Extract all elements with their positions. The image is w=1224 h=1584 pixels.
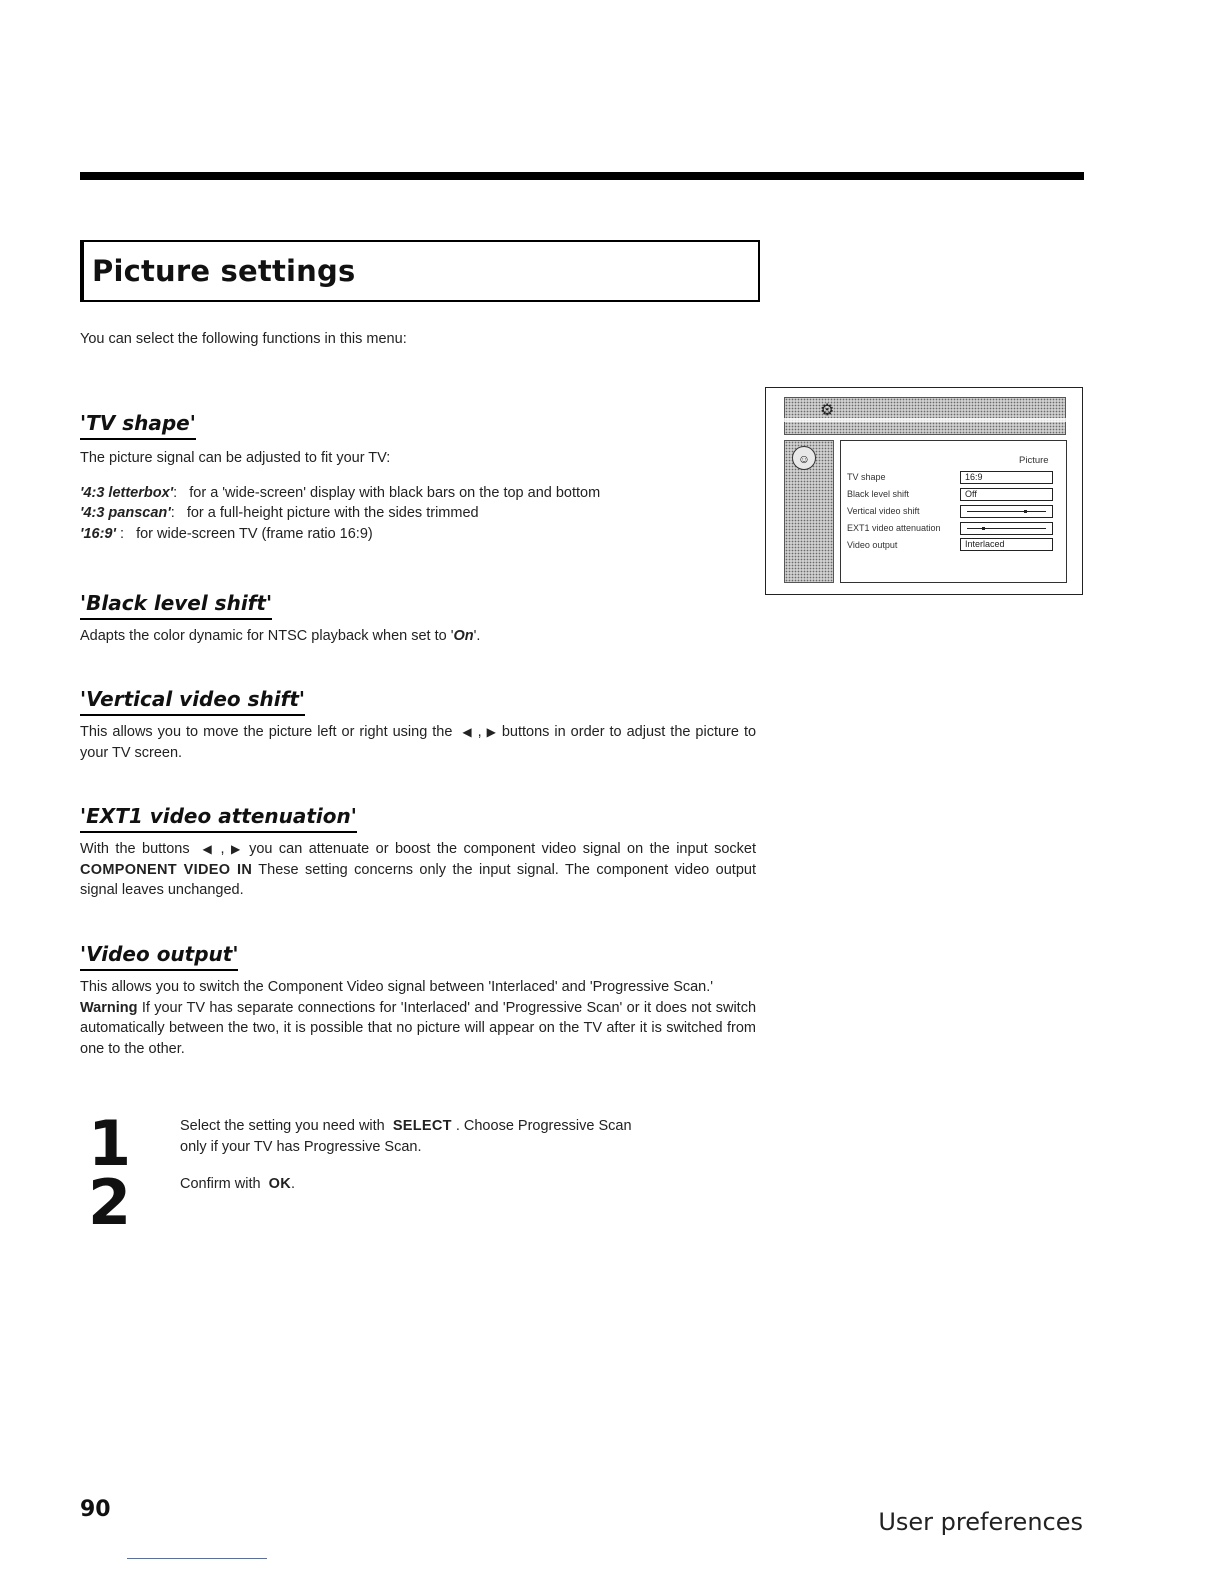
black-level-heading: 'Black level shift' (80, 591, 272, 620)
step-text: Select the setting you need with (180, 1118, 385, 1134)
osd-row-label: Video output (847, 540, 898, 550)
tv-shape-option-panscan (80, 503, 756, 524)
video-output-heading: 'Video output' (80, 942, 238, 971)
ok-keyword: OK (268, 1176, 291, 1192)
osd-ext1-slider (960, 522, 1053, 535)
step-number-2: 2 (88, 1166, 132, 1239)
comma: , (477, 724, 482, 740)
step-text-end: . Choose Progressive Scan only if your TV has Progressive Scan. (180, 1118, 632, 1155)
ext1-text-end: These setting concerns only the input signal. The component video output signal leaves unchanged. (80, 861, 756, 898)
option-text: for wide-screen TV (frame ratio 16:9) (136, 525, 373, 542)
video-output-body (80, 977, 756, 1059)
video-output-text: This allows you to switch the Component Video signal between 'Interlaced' and 'Progressive Scan.' (80, 979, 714, 995)
osd-vertical-shift-slider (960, 505, 1053, 518)
tv-shape-option-169 (80, 524, 756, 545)
picture-menu-icon: ☺ (792, 446, 816, 470)
black-level-text: Adapts the color dynamic for NTSC playback when set to ' (80, 628, 454, 644)
page-title: Picture settings (92, 254, 356, 288)
warning-text: If your TV has separate connections for 'Interlaced' and 'Progressive Scan' or it does not switch automatically between the two, it is possible that no picture will appear on the TV after it is switched from one to the other. (80, 999, 757, 1057)
vertical-shift-text-end: buttons in order to adjust the picture to your TV screen. (80, 724, 757, 761)
tv-shape-body (80, 448, 756, 544)
black-level-value: On (453, 628, 474, 644)
osd-menu-title: Picture (1019, 455, 1049, 466)
page-title-box (80, 240, 760, 302)
tv-shape-heading: 'TV shape' (80, 411, 196, 440)
component-video-in-keyword: COMPONENT VIDEO IN (80, 861, 253, 878)
option-sep: : (115, 525, 124, 542)
ext1-heading: 'EXT1 video attenuation' (80, 804, 357, 833)
vertical-shift-heading: 'Vertical video shift' (80, 687, 305, 716)
left-arrow-icon: ◀ (202, 842, 215, 856)
right-arrow-icon: ▶ (231, 842, 243, 856)
footer-divider (127, 1558, 267, 1559)
step-text-end: . (291, 1176, 296, 1192)
warning-label: Warning (80, 999, 138, 1016)
comma: , (220, 841, 225, 857)
black-level-body (80, 626, 756, 647)
vertical-shift-body (80, 722, 756, 763)
slider-knob (982, 527, 985, 530)
tv-shape-desc: The picture signal can be adjusted to fit your TV: (80, 450, 391, 466)
footer-section-name: User preferences (878, 1508, 1083, 1536)
option-sep: : (170, 505, 175, 521)
tv-shape-option-letterbox (80, 483, 756, 504)
osd-row-label: EXT1 video attenuation (847, 523, 941, 533)
osd-row-label: Black level shift (847, 489, 910, 499)
vertical-shift-text: This allows you to move the picture left or right using the (80, 724, 453, 740)
slider-track (967, 511, 1046, 512)
intro-text: You can select the following functions in this menu: (80, 331, 407, 347)
left-arrow-icon: ◀ (462, 725, 473, 739)
osd-video-output-field: Interlaced (960, 538, 1053, 551)
osd-row-label: Vertical video shift (847, 506, 920, 516)
step-text: Confirm with (180, 1176, 261, 1192)
slider-knob (1024, 510, 1027, 513)
option-sep: : (173, 484, 178, 501)
osd-row-label: TV shape (847, 472, 886, 482)
option-name: '4:3 letterbox' (80, 484, 174, 501)
option-text: for a full-height picture with the sides trimmed (186, 505, 479, 521)
settings-icon: ⚙ (820, 402, 835, 419)
osd-black-level-field: Off (960, 488, 1053, 501)
select-keyword: SELECT (392, 1118, 452, 1134)
slider-track (967, 528, 1046, 529)
option-name: '16:9' (80, 525, 116, 542)
top-rule (80, 172, 1084, 180)
step-2-text (180, 1174, 650, 1195)
step-number-1: 1 (88, 1107, 132, 1180)
step-1-text (180, 1116, 650, 1157)
ext1-body (80, 839, 756, 901)
osd-tv-shape-field: 16:9 (960, 471, 1053, 484)
option-name: '4:3 panscan' (80, 505, 171, 521)
page-number: 90 (80, 1497, 111, 1522)
black-level-text-end: '. (473, 628, 481, 644)
right-arrow-icon: ▶ (486, 725, 497, 739)
option-text: for a 'wide-screen' display with black bars on the top and bottom (189, 484, 601, 501)
ext1-text: With the buttons (80, 841, 190, 857)
ext1-text-mid: you can attenuate or boost the component video signal on the input socket (249, 841, 756, 857)
